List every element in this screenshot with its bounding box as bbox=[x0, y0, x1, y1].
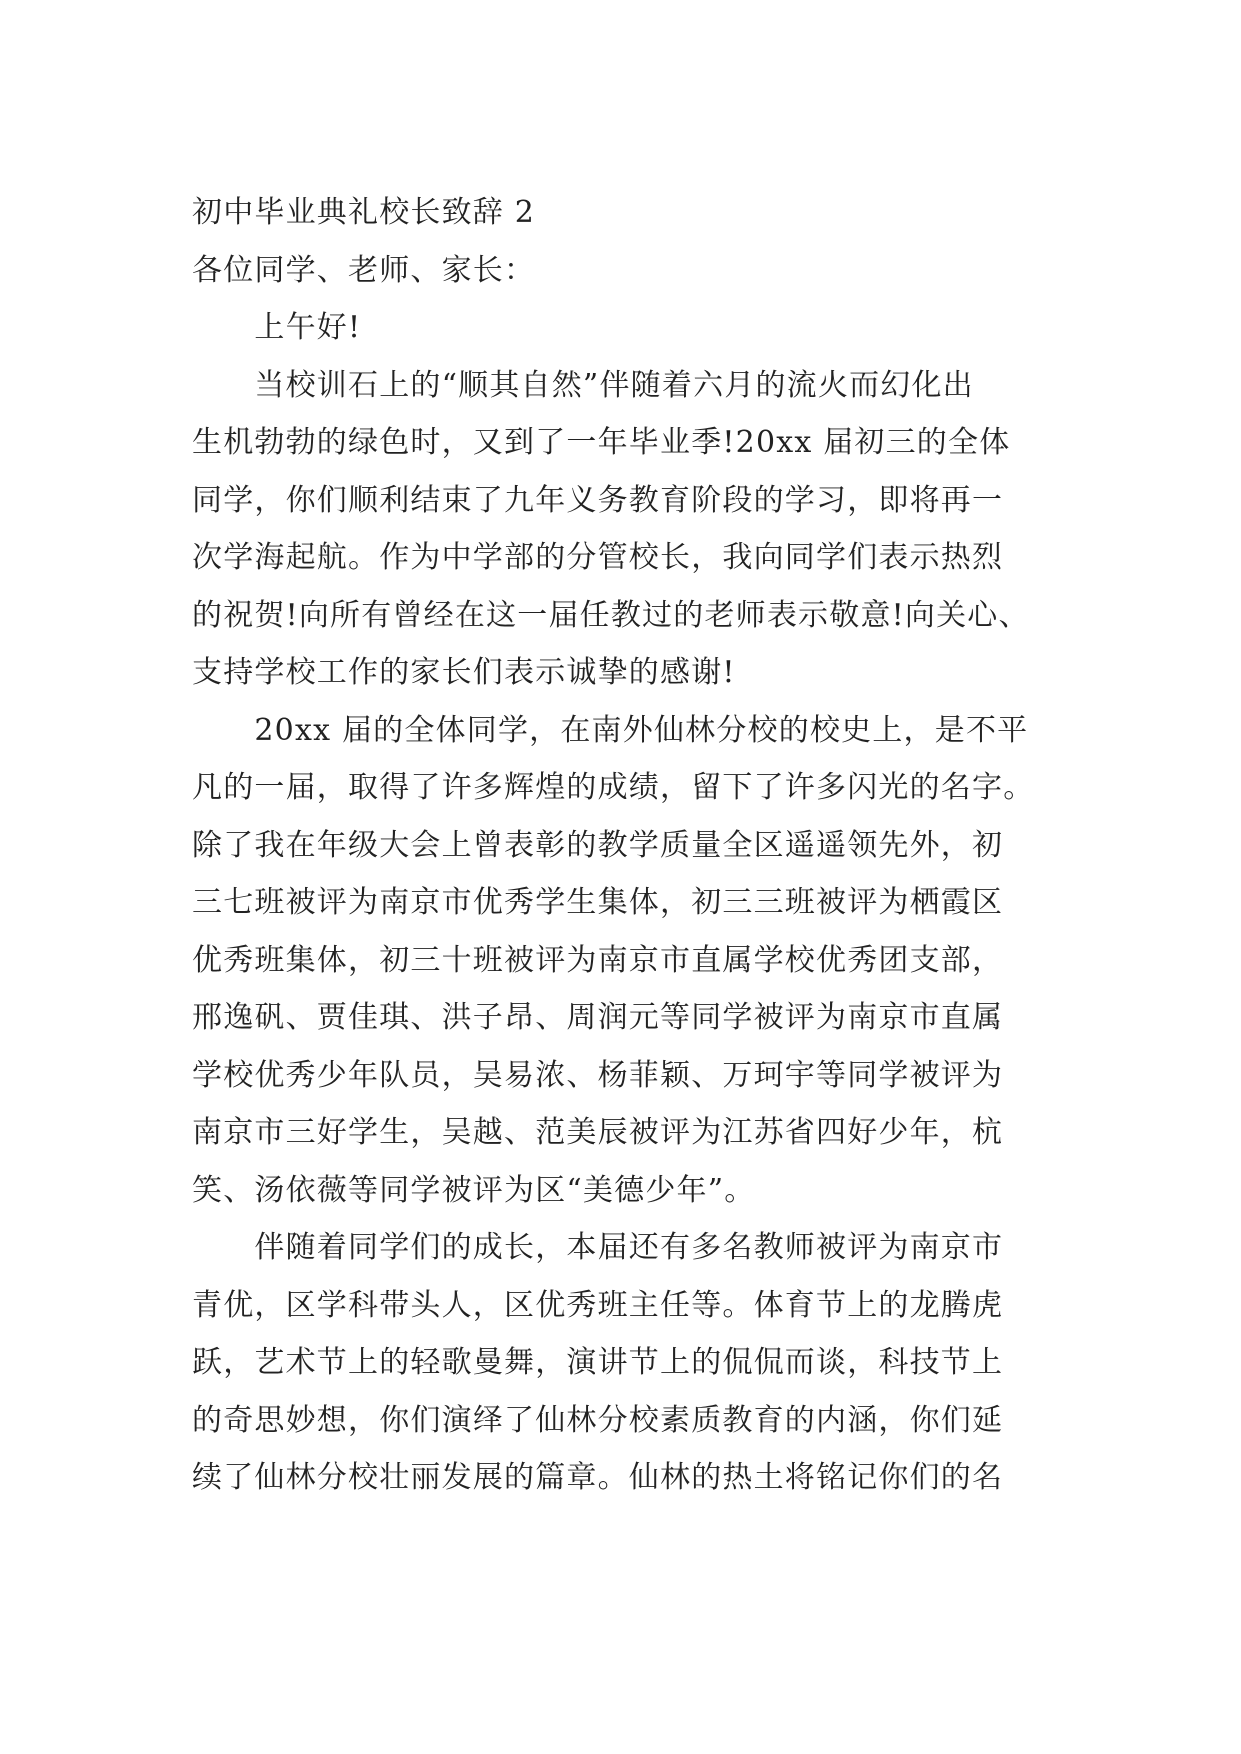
paragraph-1-line-3: 同学，你们顺利结束了九年义务教育阶段的学习，即将再一 bbox=[192, 482, 1004, 518]
paragraph-2-line-4: 三七班被评为南京市优秀学生集体，初三三班被评为栖霞区 bbox=[192, 885, 1004, 920]
paragraph-3-line-5: 续了仙林分校壮丽发展的篇章。仙林的热土将铭记你们的名 bbox=[192, 1460, 1004, 1495]
paragraph-2-line-1: 20xx 届的全体同学，在南外仙林分校的校史上，是不平 bbox=[192, 712, 1029, 748]
paragraph-2-line-2: 凡的一届，取得了许多辉煌的成绩，留下了许多闪光的名字。 bbox=[192, 770, 1035, 805]
salutation: 各位同学、老师、家长： bbox=[192, 252, 536, 288]
paragraph-2-line-9: 笑、汤依薇等同学被评为区“美德少年”。 bbox=[192, 1172, 756, 1208]
paragraph-3-line-2: 青优，区学科带头人，区优秀班主任等。体育节上的龙腾虎 bbox=[192, 1287, 1004, 1323]
paragraph-3-line-4: 的奇思妙想，你们演绎了仙林分校素质教育的内涵，你们延 bbox=[192, 1402, 1004, 1438]
document-body bbox=[192, 184, 1062, 1507]
paragraph-1-line-6: 支持学校工作的家长们表示诚挚的感谢! bbox=[192, 655, 736, 690]
greeting: 上午好! bbox=[192, 310, 362, 345]
paragraph-2-line-6: 邢逸矾、贾佳琪、洪子昂、周润元等同学被评为南京市直属 bbox=[192, 1000, 1004, 1035]
paragraph-1-line-1: 当校训石上的“顺其自然”伴随着六月的流火而幻化出 bbox=[192, 367, 974, 403]
paragraph-2-line-5: 优秀班集体，初三十班被评为南京市直属学校优秀团支部， bbox=[192, 942, 1004, 978]
paragraph-1-line-2: 生机勃勃的绿色时，又到了一年毕业季!20xx 届初三的全体 bbox=[192, 425, 1011, 460]
paragraph-3-line-3: 跃，艺术节上的轻歌曼舞，演讲节上的侃侃而谈，科技节上 bbox=[192, 1345, 1004, 1380]
paragraph-1-line-4: 次学海起航。作为中学部的分管校长，我向同学们表示热烈 bbox=[192, 540, 1004, 575]
paragraph-1-line-5: 的祝贺!向所有曾经在这一届任教过的老师表示敬意!向关心、 bbox=[192, 597, 1030, 633]
paragraph-2-line-3: 除了我在年级大会上曾表彰的教学质量全区遥遥领先外，初 bbox=[192, 827, 1004, 863]
document-title: 初中毕业典礼校长致辞 2 bbox=[192, 195, 536, 230]
paragraph-2-line-8: 南京市三好学生，吴越、范美辰被评为江苏省四好少年，杭 bbox=[192, 1115, 1004, 1150]
paragraph-2-line-7: 学校优秀少年队员，吴易浓、杨菲颖、万珂宇等同学被评为 bbox=[192, 1057, 1004, 1093]
paragraph-3-line-1: 伴随着同学们的成长，本届还有多名教师被评为南京市 bbox=[192, 1230, 1004, 1265]
